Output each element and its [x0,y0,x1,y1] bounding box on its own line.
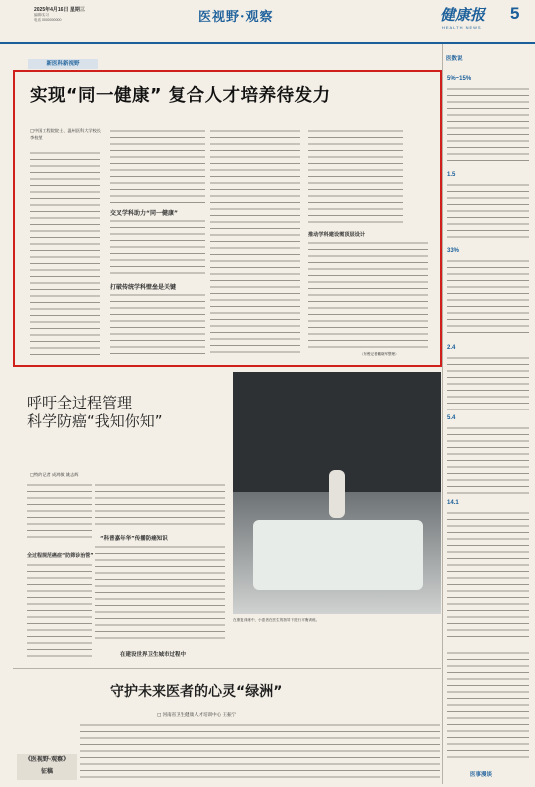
text-column [447,258,529,338]
feature-subhead: 推动学科建设需顶层设计 [308,232,366,238]
text-column [95,482,225,530]
third-byline: □ 河南省卫生健康人才培训中心 王振宁 [157,713,237,718]
text-column [27,482,92,542]
stat-figure: 14.1 [447,500,459,506]
stat-figure: 1.5 [447,172,456,178]
rehab-photo [233,372,441,614]
second-headline [27,394,163,430]
text-column [447,510,529,640]
column-divider [442,44,443,784]
second-byline: □特约记者 成鸿敏 姚志辉 [30,472,79,477]
feature-byline: □中国工程院院士、温州医科大学校长 李校堃 [30,128,101,140]
text-column [210,128,300,354]
ad-title: 《医视野·观察》 [24,756,70,763]
second-headline-line: 科学防癌“我知你知” [27,412,163,430]
right-column-header: 医数说 [446,56,463,62]
stat-figure: 2.4 [447,345,456,351]
text-column [30,150,100,355]
feature-tag: 新医科新视野 [28,59,98,69]
text-column [308,240,428,348]
second-subhead: 在建设世界卫生城市过程中 [120,652,187,658]
stat-figure: 5%~15% [447,76,472,82]
feature-headline: 实现“同一健康” 复合人才培养待发力 [30,86,331,106]
third-headline: 守护未来医者的心灵“绿洲” [110,684,283,700]
text-column [447,650,529,760]
text-column [110,128,205,203]
photo-caption: 在康复训练中，小患者在医生的指导下进行平衡训练。 [233,618,320,622]
text-column [95,544,225,644]
stat-figure: 33% [447,248,460,254]
issue-date: 2025年4月16日 星期三 [34,7,85,13]
editor-line: 编辑/实习 [34,13,49,17]
brand-subtitle: HEALTH NEWS [442,25,482,30]
text-column [447,182,529,242]
text-column [80,722,440,782]
call-for-papers-box [17,754,77,780]
page-number: 5 [510,4,520,23]
section-title: 医视野·观察 [198,10,274,25]
stat-figure: 5.4 [447,415,456,421]
right-column-footer: 医事漫谈 [470,772,493,778]
text-column [110,218,205,278]
phone-line: 电话 0000000000 [34,18,62,22]
feature-signature: （东俊记者戴晓军整理） [360,352,399,356]
feature-subhead: 打破传统学科壁垒是关键 [110,284,177,291]
text-column [110,292,205,354]
text-column [27,562,92,662]
second-headline-line: 呼吁全过程管理 [27,394,133,412]
second-subhead: “科普嘉年华”传播防癌知识 [100,536,168,542]
feature-subhead: 交叉学科助力“同一健康” [110,210,178,217]
second-subhead: 全过程规范癌症“防筛诊治管” [27,553,94,559]
text-column [447,425,529,495]
brand-logo: 健康报 [440,6,486,24]
divider [13,668,441,669]
masthead [0,0,535,44]
text-column [308,128,403,226]
text-column [447,86,529,166]
text-column [447,355,529,410]
ad-subtitle: 征稿 [40,768,53,775]
